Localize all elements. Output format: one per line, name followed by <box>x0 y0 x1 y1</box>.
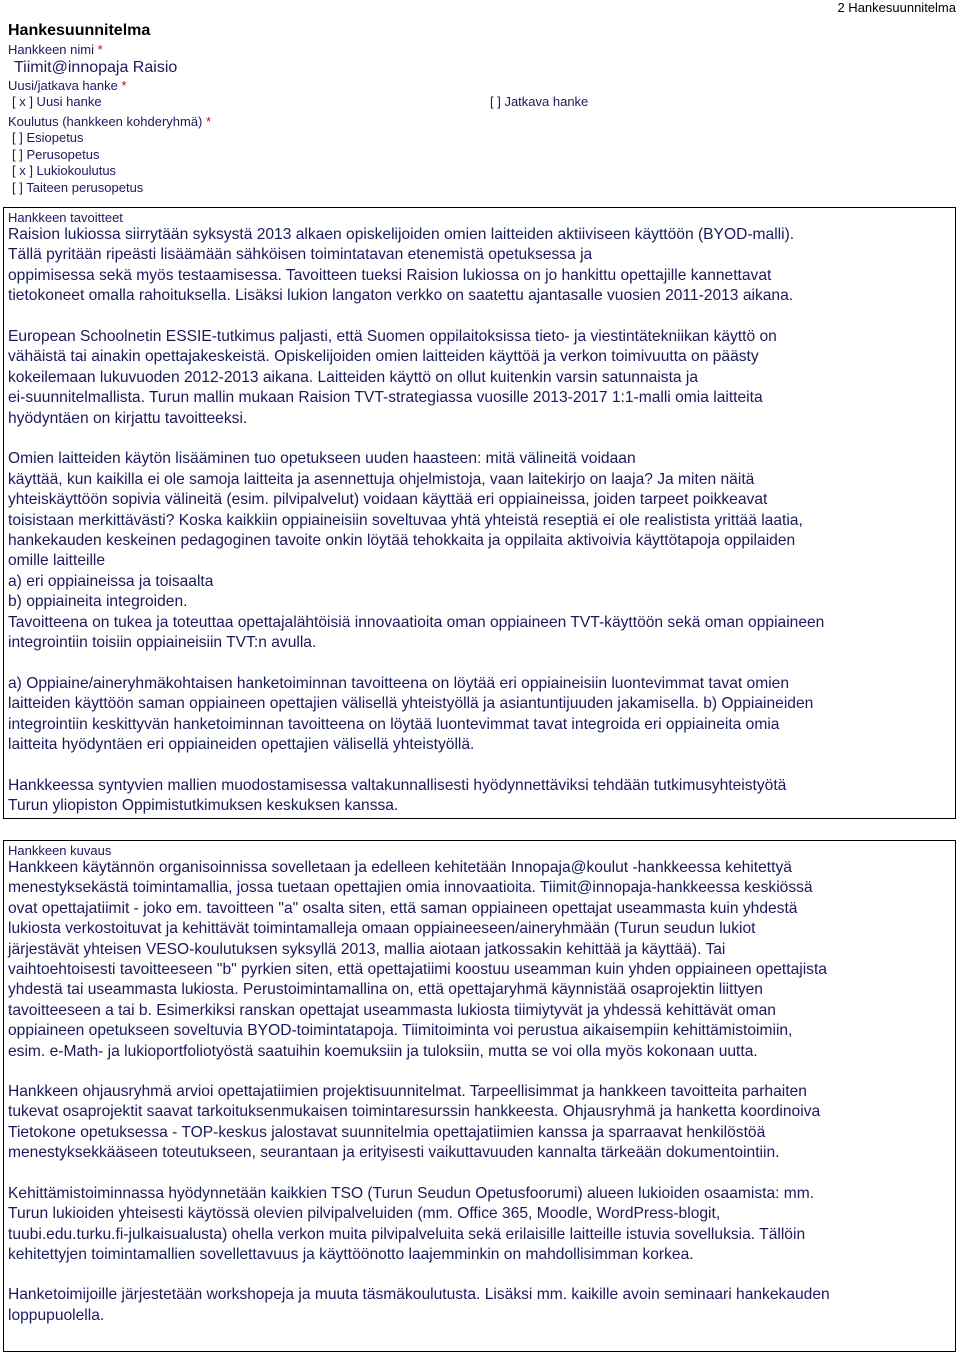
description-paragraph: Hanketoimijoille järjestetään workshopeja ja muuta täsmäkoulutusta. Lisäksi mm. kaikille avoin seminaari hankekauden loppupuolella. <box>8 1286 830 1324</box>
description-label: Hankkeen kuvaus <box>8 843 112 858</box>
goals-paragraph: Raision lukiossa siirrytään syksystä 2013 alkaen opiskelijoiden omien laitteiden aktiiviseen käyttöön (BYOD-malli). Tällä pyritään ripeästi lisäämään sähköisen toimintatavan etenemistä opetuksessa ja oppimisessa sekä myös testaamisessa. Tavoitteen tueksi Raision lukiossa on jo hankittu opettajille kannettavat tietokoneet omalla rahoituksella. Lisäksi lukion langaton verkko on saatettu ajantasalle vuosien 2011-2013 aikana. <box>8 226 795 305</box>
option-new-project: [ x ] Uusi hanke <box>12 94 102 109</box>
goals-label: Hankkeen tavoitteet <box>8 210 123 225</box>
new-or-continue-options <box>8 94 948 112</box>
target-group-option: [ ] Esiopetus <box>12 130 84 145</box>
required-marker: * <box>121 78 127 93</box>
description-paragraph: Kehittämistoiminnassa hyödynnetään kaikkien TSO (Turun Seudun Opetusfoorumi) alueen lukioiden osaamista: mm. Turun lukioiden yhteisesti käytössä olevien pilvipalveluiden (mm. Office 365, Moodle, WordPress-blogit, tuubi.edu.turku.fi-julkaisualusta) ohella verkon muita pilvipalveluita sekä erilaisille laitteille istuvia sovelluksia. Tällöin kehitettyjen toimintamallien sovellettavuus ja käyttöönotto laajemminkin on mahdollisimman korkea. <box>8 1184 815 1263</box>
description-section <box>3 840 956 1352</box>
goals-paragraph: Omien laitteiden käytön lisääminen tuo opetukseen uuden haasteen: mitä välineitä voidaan käyttää, kun kaikilla ei ole samoja laitteita ja asennettuja ohjelmistoja, vaan laitekirjo on laaja? Ja miten näitä yhteiskäyttöön sopivia välineitä (esim. pilvipalvelut) voidaan käyttää eri oppiaineissa, joiden tarpeet poikkeavat toisistaan merkittävästi? Koska kaikkiin oppiaineisiin soveltuvaa yhtä yhteistä reseptiä ei ole realistista yrittää laatia, hankekauden keskeinen pedagoginen tavoite onkin löytää tehokkaita ja oppilaita aktivoivia käyttötapoja oppilaiden omille laitteille a) eri oppiaineissa ja toisaalta b) oppiaineita integroiden. Tavoitteena on tukea ja toteuttaa opettajalähtöisiä innovaatioita oman oppiaineen TVT-käyttöön sekä oman oppiaineen integrointiin toisiin oppiaineisiin TVT:n avulla. <box>8 450 825 652</box>
document-title: Hankesuunnitelma <box>8 22 151 39</box>
goals-paragraph: a) Oppiaine/aineryhmäkohtaisen hanketoiminnan tavoitteena on löytää eri oppiaineisiin luontevimmat tavat omien laitteiden käyttöön saman oppiaineen opettajien välisellä yhteistyöllä ja asiantuntijuuden jakamisella. b) Oppiaineiden integrointiin keskittyvän hanketoiminnan tavoitteena on löytää luontevimmat tavat integroida eri oppiaineita omia laitteita hyödyntäen eri oppiaineiden opettajien välisellä yhteistyöllä. <box>8 674 814 754</box>
description-paragraph: Hankkeen ohjausryhmä arvioi opettajatiimien projektisuunnitelmat. Tarpeellisimmat ja hankkeen tavoitteita parhaiten tukevat osaprojektit saavat tarkoituksenmukaisen toimintaresurssin hankkeesta. Ohjausryhmä ja hanketta koordinoiva Tietokone opetuksessa - TOP-keskus jalostavat suunnitelmia opettajatiimien kanssa ja sparraavat henkilöstöä menestyksekkääseen toteutukseen, seurantaan ja erityisesti vaikuttavuuden kannalta tärkeään dokumentointiin. <box>8 1083 821 1162</box>
description-paragraph: Hankkeen käytännön organisoinnissa sovelletaan ja edelleen kehitetään Innopaja@koulut -hankkeessa kehitettyä menestyksekästä toimintamallia, jossa tuetaan opettajien omia innovaatioita. Tiimit@innopaja-hankkeessa keskiössä ovat opettajatiimit - joko em. tavoitteen "a" osalta siten, että saman oppiaineen opettajat useammasta kuin yhdestä lukiosta verkostoituvat ja kehittävät toimintamalleja omaan oppiaineeseen/aineryhmään (Turun seudun lukiot järjestävät yhteisen VESO-koulutuksen syksyllä 2013, mallia aiotaan jatkossakin kehittää ja käyttää). Tai vaihtoehtoisesti tavoitteeseen "b" pyrkien siten, että opettajatiimi koostuu useamman kuin yhden oppiaineen opettajista yhdestä tai useammasta lukiosta. Perustoimintamallina on, että opettajaryhmä käynnistää osaprojektin liittyen tavoitteeseen a tai b. Esimerkiksi ranskan opettajat useammasta lukiosta tiimiytyvät ja yhdessä kehittävät oman oppiaineen opetukseen soveltuvia BYOD-toimintatapoja. Tiimitoiminta voi perustua aikaisempiin kehittämistoimiin, esim. e-Math- ja lukioportfoliotyöstä saatuihin koemuksiin ja tuloksiin, mutta se voi olla myös kokonaan uutta. <box>8 859 827 1060</box>
project-name-label: Hankkeen nimi * <box>8 42 103 57</box>
page-header: 2 Hankesuunnitelma <box>837 0 956 15</box>
target-group-label: Koulutus (hankkeen kohderyhmä) * <box>8 114 212 129</box>
goals-paragraph: European Schoolnetin ESSIE-tutkimus paljasti, että Suomen oppilaitoksissa tieto- ja viestintätekniikan käyttö on vähäistä tai ainakin opettajakeskeistä. Opiskelijoiden omien laitteiden käyttöä ja verkon toimivuutta on päästy kokeilemaan lukuvuoden 2012-2013 aikana. Laitteiden käyttö on ollut kuitenkin varsin satunnaista ja ei-suunnitelmallista. Turun mallin mukaan Raision TVT-strategiassa vuosille 2013-2017 1:1-malli omia laitteita hyödyntäen on kirjattu tavoitteeksi. <box>8 328 777 427</box>
target-group-option: [ x ] Lukiokoulutus <box>12 163 117 179</box>
goals-paragraph: Hankkeessa syntyvien mallien muodostamisessa valtakunnallisesti hyödynnettäviksi tehdään tutkimusyhteistyötä Turun yliopiston Oppimistutkimuksen keskuksen kanssa. <box>8 776 787 815</box>
required-marker: * <box>206 114 212 129</box>
required-marker: * <box>97 42 103 57</box>
project-name-value: Tiimit@innopaja Raisio <box>14 59 178 76</box>
option-continue-project: [ ] Jatkava hanke <box>490 94 589 109</box>
new-or-continue-label: Uusi/jatkava hanke * <box>8 78 127 93</box>
target-group-option: [ ] Perusopetus <box>12 146 100 162</box>
project-form <box>8 42 948 197</box>
target-group-option: [ ] Taiteen perusopetus <box>12 180 144 196</box>
goals-section <box>3 207 956 819</box>
